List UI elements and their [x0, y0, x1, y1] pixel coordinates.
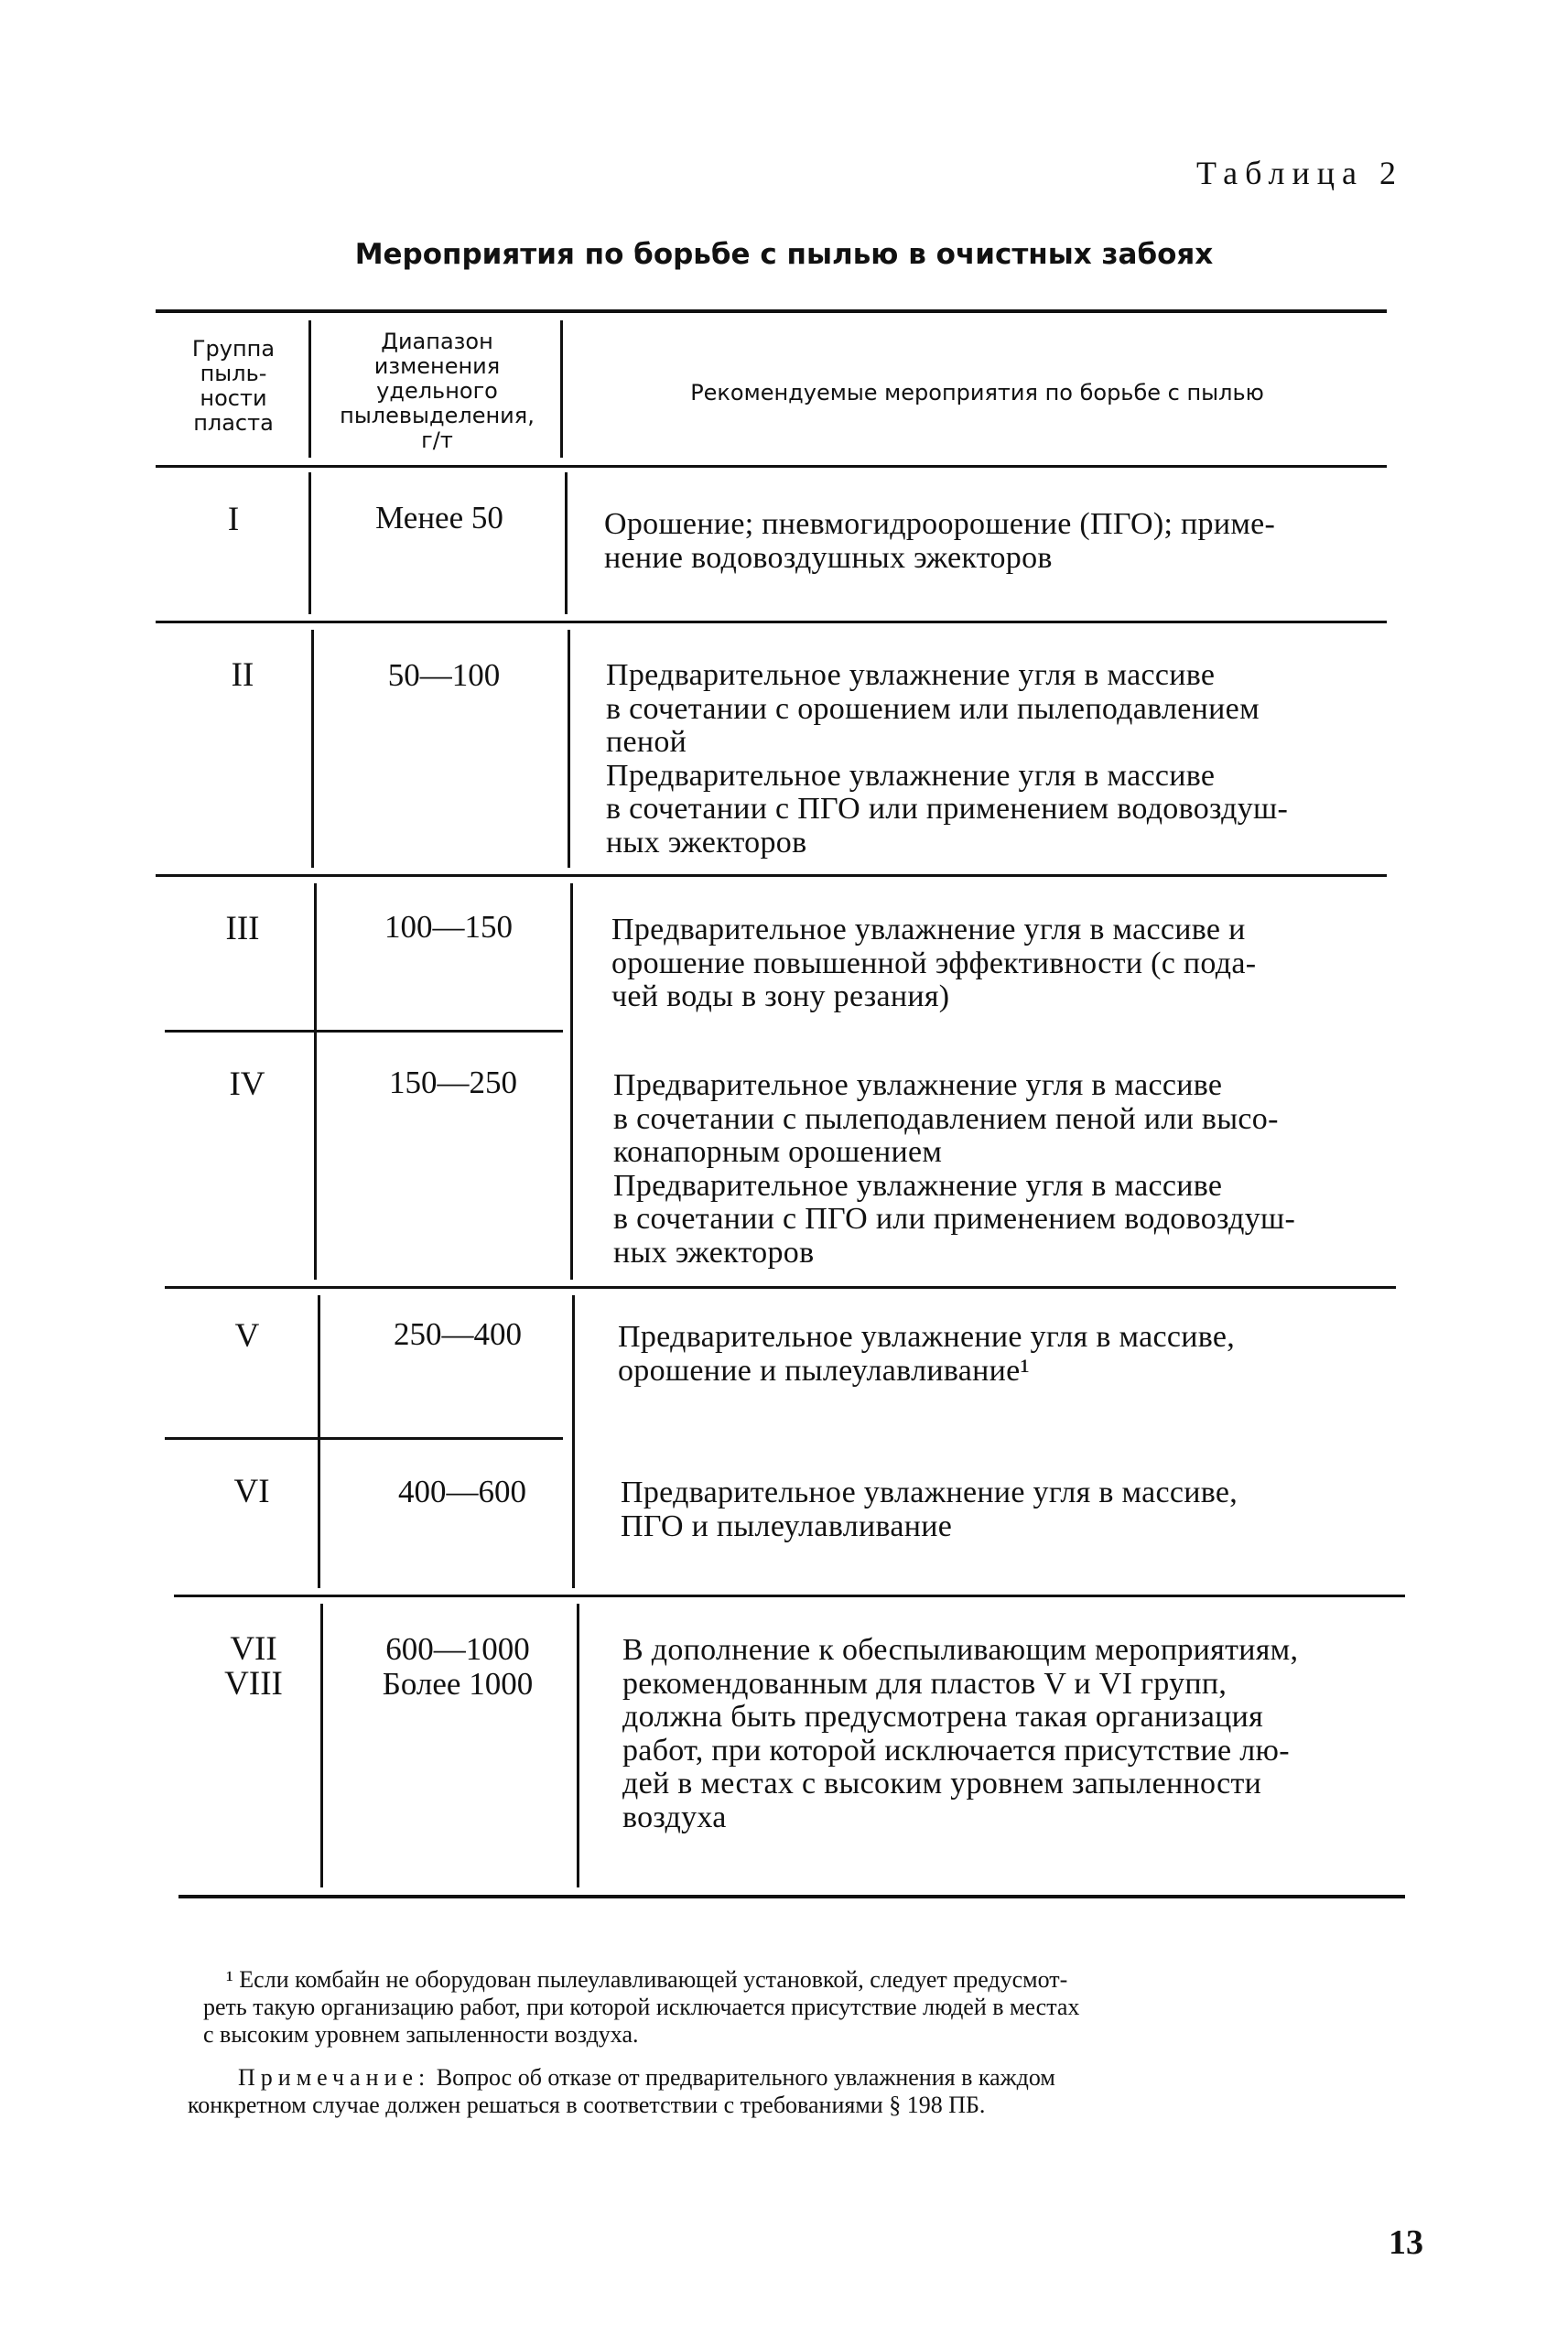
row-range: 150—250 [389, 1065, 517, 1100]
row-group: III [225, 910, 260, 947]
table-top-rule [156, 309, 1387, 313]
page-number: 13 [1389, 2223, 1423, 2262]
note-text: Вопрос об отказе от предварительного увлажнения в каждом [430, 2064, 1055, 2091]
row-measure: Орошение; пневмогидроорошение (ПГО); приме- нение водовоздушных эжекторов [604, 507, 1276, 575]
column-header-measures: Рекомендуемые мероприятия по борьбе с пылью [690, 380, 1264, 406]
column-separator-1 [308, 320, 311, 458]
column-separator-1 [308, 472, 311, 614]
column-separator-2 [568, 630, 570, 868]
row-rule-3 [165, 1030, 563, 1033]
row-range: 400—600 [398, 1474, 526, 1509]
row-measure: Предварительное увлажнение угля в массиве в сочетании с орошением или пылеподавлением пеной Предварительное увлажнение угля в массиве в сочетании с ПГО или применением водовоздуш- ных эжекторов [606, 658, 1289, 860]
row-range: 50—100 [387, 657, 501, 693]
note-label: Примечание: [238, 2064, 431, 2091]
table-label: Таблица 2 [1196, 155, 1403, 191]
row-measure: Предварительное увлажнение угля в массиве в сочетании с пылеподавлением пеной или высо- конапорным орошением Предварительное увлажнение угля в массиве в сочетании с ПГО или применением водовоздуш- ных эжекторов [613, 1068, 1296, 1270]
row-range: 250—400 [394, 1316, 522, 1352]
row-group: I [227, 501, 240, 538]
row-range: 100—150 [384, 909, 513, 945]
row-rule-4 [165, 1286, 1396, 1289]
row-range: 600—1000 Более 1000 [382, 1631, 534, 1702]
row-measure: Предварительное увлажнение угля в массиве, ПГО и пылеулавливание [621, 1476, 1238, 1543]
row-rule-1 [156, 621, 1387, 623]
row-rule-2 [156, 874, 1387, 877]
row-group: IV [229, 1065, 265, 1103]
column-separator-2 [560, 320, 563, 458]
row-range: Менее 50 [375, 500, 503, 535]
column-header-range: Диапазон изменения удельного пылевыделения, г/т [340, 329, 535, 453]
row-group: VII VIII [224, 1630, 283, 1703]
footnote: ¹ Если комбайн не оборудован пылеулавливающей установкой, следует предусмот- реть такую организацию работ, при которой исключается присутствие людей в местах с высоким уровнем запыленности воздуха. [203, 1966, 1080, 2048]
column-header-group: Группа пыль- ности пласта [191, 336, 276, 436]
row-measure: Предварительное увлажнение угля в массиве, орошение и пылеулавливание¹ [618, 1320, 1236, 1388]
row-group: VI [233, 1473, 270, 1510]
row-group: II [231, 656, 254, 694]
table-bottom-rule [178, 1895, 1405, 1898]
note-text: конкретном случае должен решаться в соответствии с требованиями § 198 ПБ. [188, 2092, 986, 2118]
note [188, 2064, 1414, 2119]
row-measure: В дополнение к обеспыливающим мероприятиям, рекомендованным для пластов V и VI групп, должна быть предусмотрена такая организация работ, при которой исключается присутствие лю- дей в местах с высоким уровнем запыленности воздуха [622, 1633, 1299, 1834]
row-group: V [234, 1317, 260, 1355]
row-measure: Предварительное увлажнение угля в массиве и орошение повышенной эффективности (с пода- чей воды в зону резания) [611, 913, 1257, 1013]
table-title: Мероприятия по борьбе с пылью в очистных забоях [354, 238, 1214, 271]
row-rule-6 [174, 1595, 1405, 1597]
header-bottom-rule [156, 465, 1387, 468]
column-separator-2 [565, 472, 568, 614]
row-rule-5 [165, 1437, 563, 1440]
